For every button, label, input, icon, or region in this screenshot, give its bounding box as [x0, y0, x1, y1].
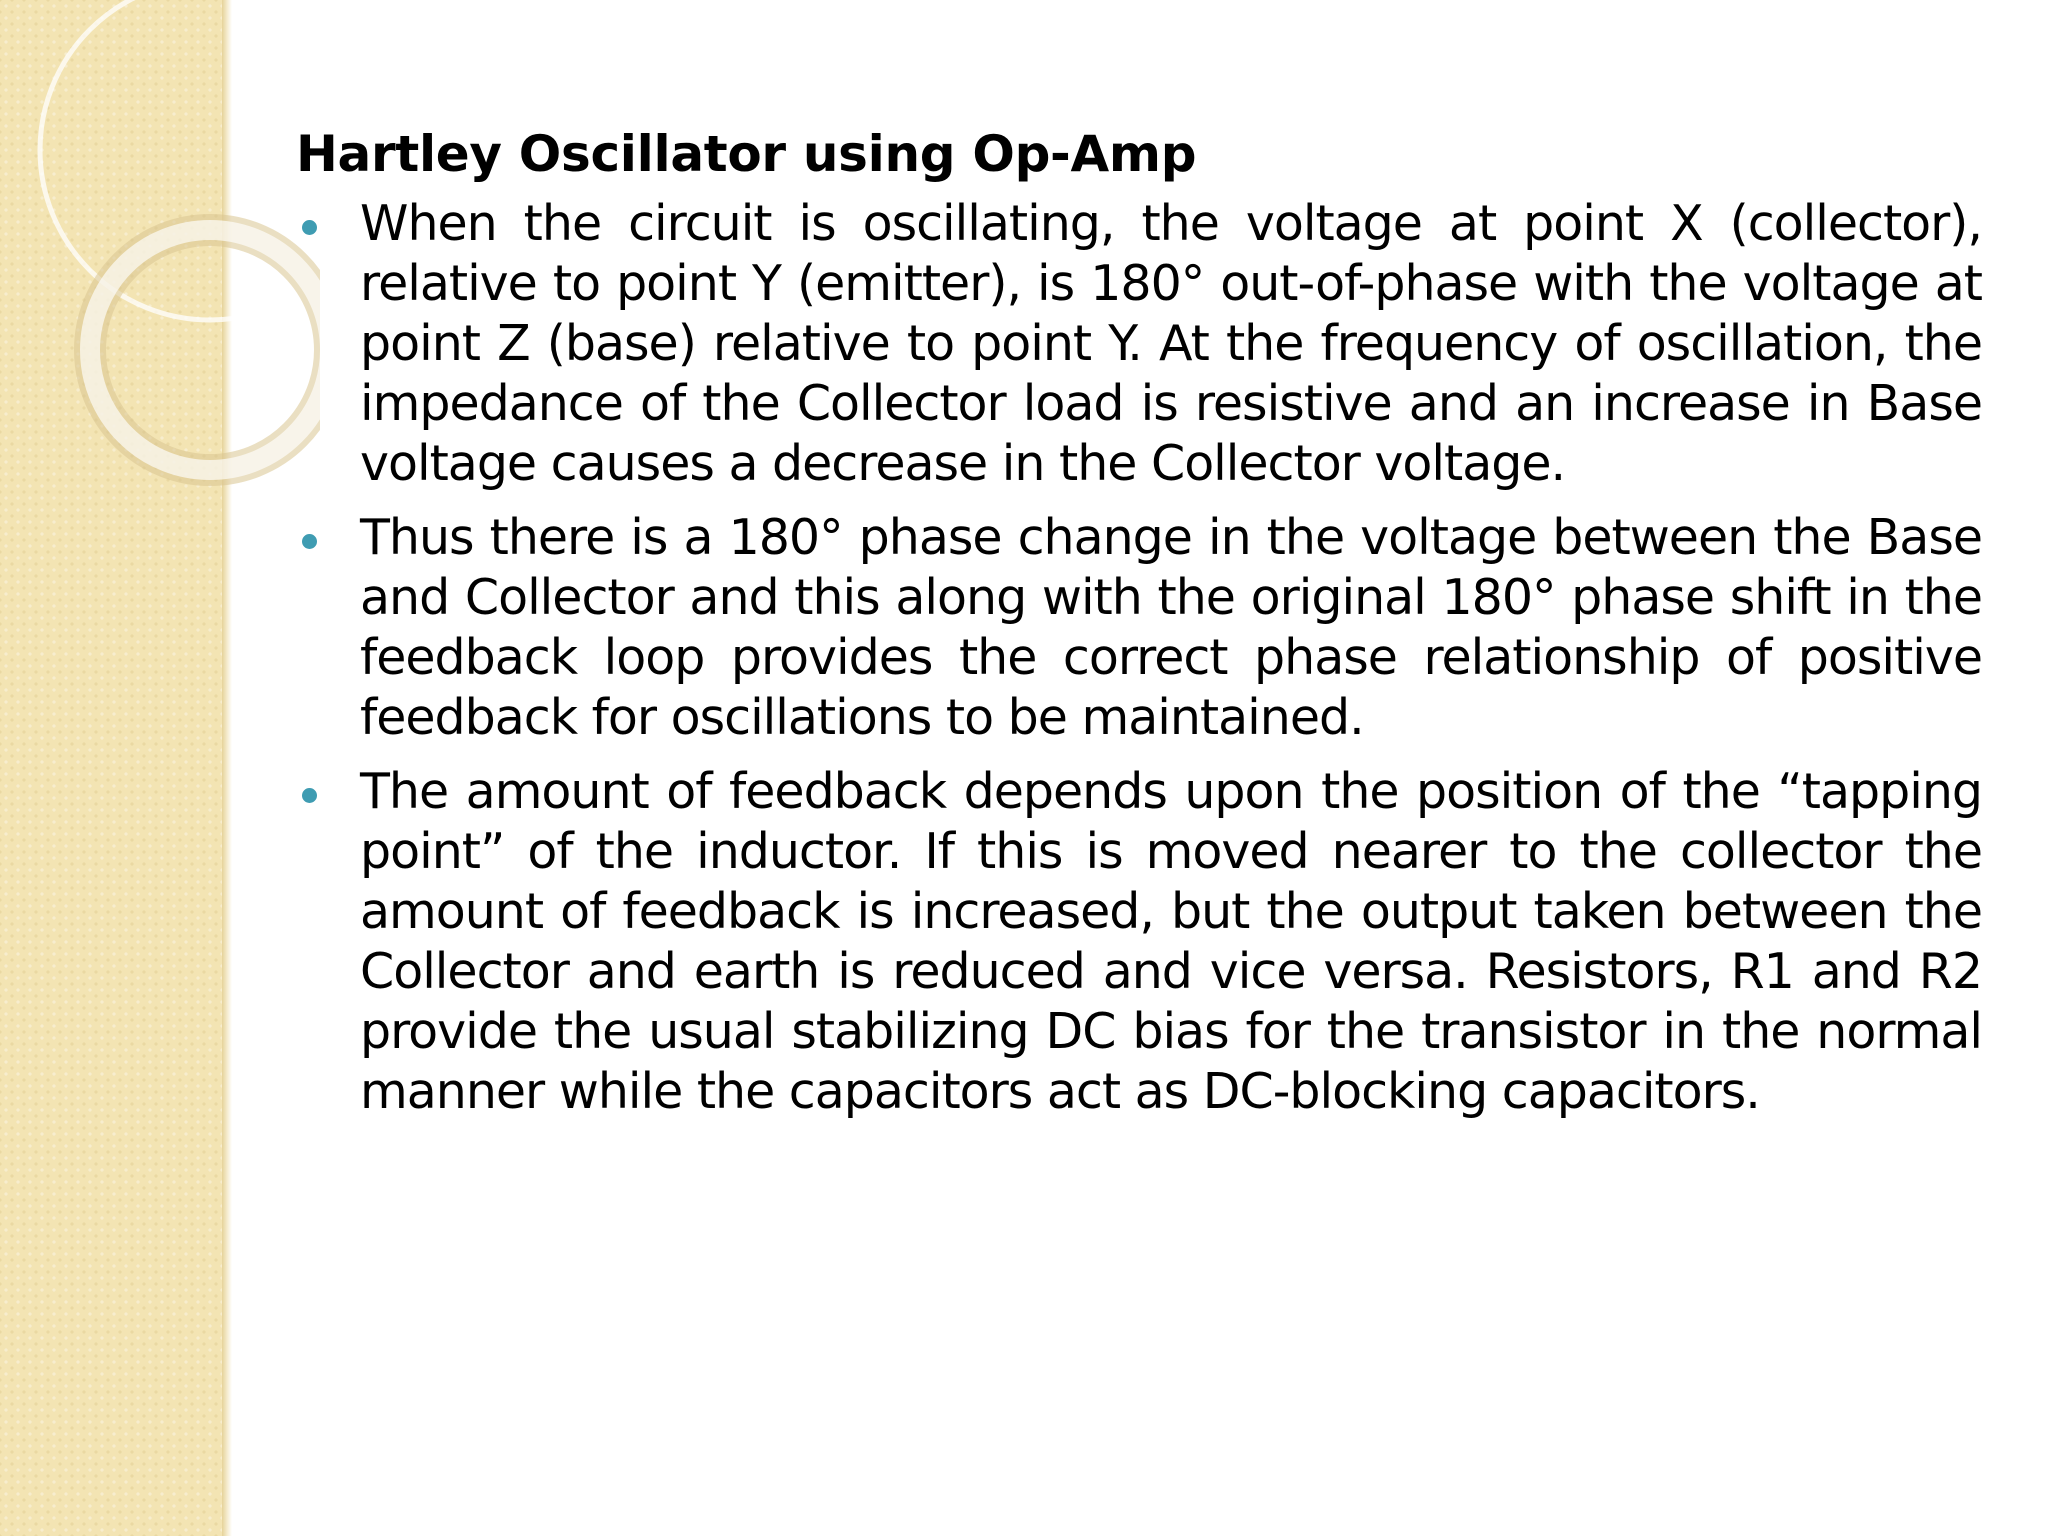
bullet-list	[296, 194, 1982, 1122]
bullet-text: Thus there is a 180° phase change in the voltage between the Base and Collector and this along with the original 180° phase shift in the feedback loop provides the correct phase relationship of positive feedback for oscillations to be maintained.	[360, 509, 1982, 746]
decorative-ring-medium-highlight	[90, 230, 320, 470]
decorative-ring-large	[40, 0, 320, 320]
bullet-item	[296, 194, 1982, 494]
bullet-item	[296, 508, 1982, 748]
slide-title: Hartley Oscillator using Op-Amp	[296, 125, 1197, 183]
bullet-text: The amount of feedback depends upon the position of the “tapping point” of the inductor. If this is moved nearer to the collector the amount of feedback is increased, but the output taken between the Collector and earth is reduced and vice versa. Resistors, R1 and R2 provide the usual stabilizing DC bias for the transistor in the normal manner while the capacitors act as DC-blocking capacitors.	[360, 763, 1982, 1120]
bullet-item	[296, 762, 1982, 1122]
decorative-rings	[0, 0, 320, 560]
bullet-dot-icon	[302, 788, 317, 803]
bullet-dot-icon	[302, 220, 317, 235]
bullet-dot-icon	[302, 534, 317, 549]
slide-content	[296, 118, 1982, 1136]
bullet-text: When the circuit is oscillating, the voltage at point X (collector), relative to point Y (emitter), is 180° out-of-phase with the voltage at point Z (base) relative to point Y. At the frequency of oscillation, the impedance of the Collector load is resistive and an increase in Base voltage causes a decrease in the Collector voltage.	[360, 195, 1982, 492]
